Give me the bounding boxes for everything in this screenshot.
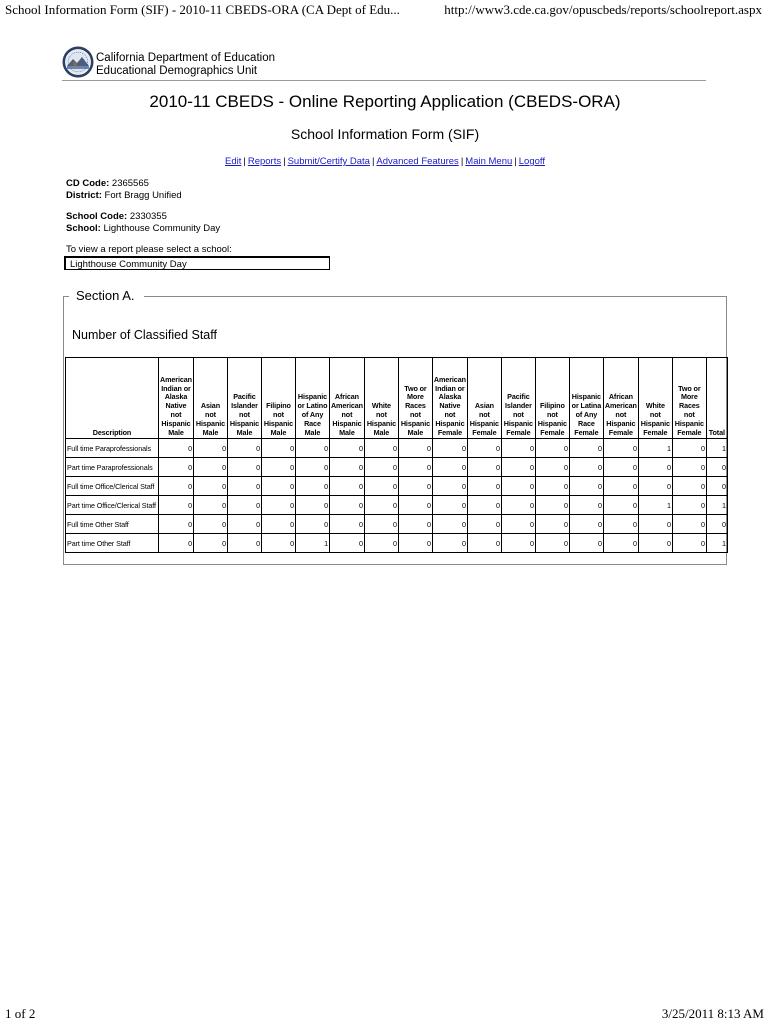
table-cell: 0 (261, 477, 295, 496)
column-header: Two or More Races not Hispanic Female (672, 358, 706, 439)
table-cell: 0 (501, 496, 535, 515)
table-cell: 0 (603, 496, 638, 515)
app-title: 2010-11 CBEDS - Online Reporting Application (CBEDS-ORA) (149, 92, 621, 111)
table-cell: 0 (398, 439, 432, 458)
table-cell: 0 (398, 534, 432, 553)
table-cell: 0 (638, 477, 672, 496)
table-cell: 0 (159, 515, 194, 534)
table-cell: 0 (638, 458, 672, 477)
table-cell: 0 (467, 439, 501, 458)
section-a-border (144, 296, 726, 297)
table-cell: 0 (638, 534, 672, 553)
print-header-url: http://www3.cde.ca.gov/opuscbeds/reports/schoolreport.aspx (444, 2, 762, 17)
table-cell: 0 (603, 458, 638, 477)
row-description: Full time Other Staff (66, 515, 159, 534)
table-cell: 0 (501, 458, 535, 477)
org-name-line2: Educational Demographics Unit (96, 65, 258, 77)
nav-advanced-link[interactable]: Advanced Features (376, 156, 459, 167)
table-cell: 0 (672, 458, 706, 477)
column-header: Filipino not Hispanic Female (535, 358, 569, 439)
table-cell: 0 (432, 477, 467, 496)
table-cell: 0 (159, 477, 194, 496)
table-cell: 0 (569, 496, 603, 515)
table-cell: 0 (672, 439, 706, 458)
table-cell: 0 (193, 515, 227, 534)
table-cell: 0 (398, 477, 432, 496)
table-row (66, 496, 728, 515)
table-cell: 0 (603, 515, 638, 534)
table-cell: 0 (364, 496, 398, 515)
table-cell: 0 (193, 534, 227, 553)
table-row (66, 515, 728, 534)
table-cell: 1 (638, 496, 672, 515)
nav-separator: | (283, 156, 286, 167)
table-cell: 0 (329, 477, 364, 496)
row-total-cell: 1 (706, 496, 727, 515)
nav-separator: | (514, 156, 517, 167)
nav-reports-link[interactable]: Reports (247, 156, 282, 167)
table-cell: 1 (638, 439, 672, 458)
row-description: Part time Other Staff (66, 534, 159, 553)
row-total-cell: 0 (706, 458, 727, 477)
table-cell: 0 (432, 534, 467, 553)
table-cell: 0 (261, 458, 295, 477)
table-cell: 0 (261, 496, 295, 515)
table-cell: 0 (227, 439, 261, 458)
table-cell: 0 (364, 439, 398, 458)
section-a-title: Section A. (76, 288, 135, 303)
table-cell: 0 (535, 458, 569, 477)
table-row (66, 534, 728, 553)
table-cell: 0 (159, 458, 194, 477)
table-cell: 0 (193, 458, 227, 477)
table-cell: 0 (672, 477, 706, 496)
table-cell: 0 (227, 534, 261, 553)
table-cell: 0 (467, 515, 501, 534)
table-cell: 0 (603, 439, 638, 458)
table-row (66, 458, 728, 477)
print-header-title: School Information Form (SIF) - 2010-11 CBEDS-ORA (CA Dept of Edu... (5, 2, 400, 17)
school-code-label: School Code: (66, 211, 128, 222)
table-cell: 1 (295, 534, 329, 553)
column-header: Filipino not Hispanic Male (261, 358, 295, 439)
table-cell: 0 (467, 458, 501, 477)
table-cell: 0 (569, 477, 603, 496)
nav-separator: | (243, 156, 246, 167)
table-cell: 0 (603, 477, 638, 496)
table-cell: 0 (603, 534, 638, 553)
section-a-border (63, 296, 69, 297)
column-header: African American not Hispanic Male (329, 358, 364, 439)
table-body (66, 439, 728, 553)
table-cell: 0 (398, 496, 432, 515)
org-header (62, 46, 706, 81)
table-row (66, 439, 728, 458)
table-cell: 0 (295, 496, 329, 515)
table-cell: 0 (398, 515, 432, 534)
table-cell: 0 (672, 515, 706, 534)
table-cell: 0 (364, 477, 398, 496)
table-cell: 0 (159, 439, 194, 458)
row-total-cell: 0 (706, 477, 727, 496)
row-total-cell: 0 (706, 515, 727, 534)
school-value: Lighthouse Community Day (103, 223, 221, 234)
table-cell: 0 (432, 496, 467, 515)
row-description: Part time Paraprofessionals (66, 458, 159, 477)
nav-menu (0, 156, 770, 167)
table-cell: 0 (159, 534, 194, 553)
table-cell: 0 (672, 534, 706, 553)
school-code-value: 2330355 (129, 211, 167, 222)
table-cell: 0 (672, 496, 706, 515)
nav-submit-link[interactable]: Submit/Certify Data (287, 156, 370, 167)
org-name-line1: California Department of Education (96, 52, 275, 64)
table-cell: 0 (569, 515, 603, 534)
table-cell: 0 (261, 439, 295, 458)
cd-code-label: CD Code: (66, 178, 110, 189)
column-header: Hispanic or Latina of Any Race Female (569, 358, 603, 439)
column-header-total: Total (706, 358, 727, 439)
table-cell: 0 (261, 515, 295, 534)
table-cell: 0 (227, 458, 261, 477)
column-header: American Indian or Alaska Native not Hispanic Male (159, 358, 194, 439)
table-cell: 0 (467, 477, 501, 496)
table-cell: 0 (467, 496, 501, 515)
table-cell: 0 (432, 515, 467, 534)
column-header: Pacific Islander not Hispanic Female (501, 358, 535, 439)
table-cell: 0 (535, 515, 569, 534)
table-cell: 0 (569, 439, 603, 458)
table-cell: 0 (227, 477, 261, 496)
school-info (66, 211, 220, 235)
table-cell: 0 (329, 515, 364, 534)
row-total-cell: 1 (706, 439, 727, 458)
table-cell: 0 (193, 477, 227, 496)
nav-edit-link[interactable]: Edit (225, 156, 242, 167)
table-cell: 0 (432, 458, 467, 477)
table-cell: 0 (261, 534, 295, 553)
column-header: American Indian or Alaska Native not Hispanic Female (432, 358, 467, 439)
table-cell: 0 (329, 439, 364, 458)
row-total-cell: 1 (706, 534, 727, 553)
table-cell: 0 (501, 515, 535, 534)
table-cell: 0 (364, 534, 398, 553)
column-header: Hispanic or Latino of Any Race Male (295, 358, 329, 439)
school-select[interactable]: Lighthouse Community Day (64, 256, 330, 270)
table-cell: 0 (159, 496, 194, 515)
column-header: Pacific Islander not Hispanic Male (227, 358, 261, 439)
table-cell: 0 (535, 534, 569, 553)
table-row (66, 477, 728, 496)
print-footer-datetime: 3/25/2011 8:13 AM (661, 1006, 764, 1021)
table-header-row (66, 358, 728, 439)
table-cell: 0 (329, 496, 364, 515)
classified-staff-table (65, 357, 728, 553)
table-cell: 0 (295, 477, 329, 496)
table-cell: 0 (569, 458, 603, 477)
district-info (66, 178, 182, 202)
table-cell: 0 (193, 496, 227, 515)
column-header: White not Hispanic Male (364, 358, 398, 439)
table-cell: 0 (295, 439, 329, 458)
table-cell: 0 (467, 534, 501, 553)
table-cell: 0 (535, 496, 569, 515)
table-cell: 0 (227, 496, 261, 515)
school-select-label: To view a report please select a school: (66, 244, 232, 255)
district-label: District: (66, 190, 102, 201)
column-header: White not Hispanic Female (638, 358, 672, 439)
school-label: School: (66, 223, 101, 234)
table-cell: 0 (329, 458, 364, 477)
table-cell: 0 (295, 515, 329, 534)
cd-code-value: 2365565 (111, 178, 149, 189)
table-cell: 0 (364, 458, 398, 477)
table-cell: 0 (432, 439, 467, 458)
table-cell: 0 (227, 515, 261, 534)
form-title: School Information Form (SIF) (290, 126, 480, 142)
print-footer-page: 1 of 2 (5, 1006, 36, 1021)
column-header: African American not Hispanic Female (603, 358, 638, 439)
table-cell: 0 (501, 534, 535, 553)
column-header: Asian not Hispanic Female (467, 358, 501, 439)
nav-logoff-link[interactable]: Logoff (518, 156, 545, 167)
table-cell: 0 (535, 477, 569, 496)
table-cell: 0 (364, 515, 398, 534)
column-header: Two or More Races not Hispanic Male (398, 358, 432, 439)
table-cell: 0 (329, 534, 364, 553)
table-cell: 0 (193, 439, 227, 458)
table-cell: 0 (398, 458, 432, 477)
ca-state-seal-icon (62, 46, 94, 78)
classified-staff-title: Number of Classified Staff (72, 328, 217, 342)
column-header: Asian not Hispanic Male (193, 358, 227, 439)
district-value: Fort Bragg Unified (104, 190, 182, 201)
table-cell: 0 (501, 439, 535, 458)
table-cell: 0 (501, 477, 535, 496)
row-description: Full time Paraprofessionals (66, 439, 159, 458)
nav-main-menu-link[interactable]: Main Menu (465, 156, 513, 167)
row-description: Full time Office/Clerical Staff (66, 477, 159, 496)
row-description: Part time Office/Clerical Staff (66, 496, 159, 515)
table-cell: 0 (638, 515, 672, 534)
nav-separator: | (460, 156, 464, 167)
column-header-description: Description (66, 358, 159, 439)
table-cell: 0 (295, 458, 329, 477)
table-cell: 0 (569, 534, 603, 553)
table-cell: 0 (535, 439, 569, 458)
nav-separator: | (371, 156, 375, 167)
